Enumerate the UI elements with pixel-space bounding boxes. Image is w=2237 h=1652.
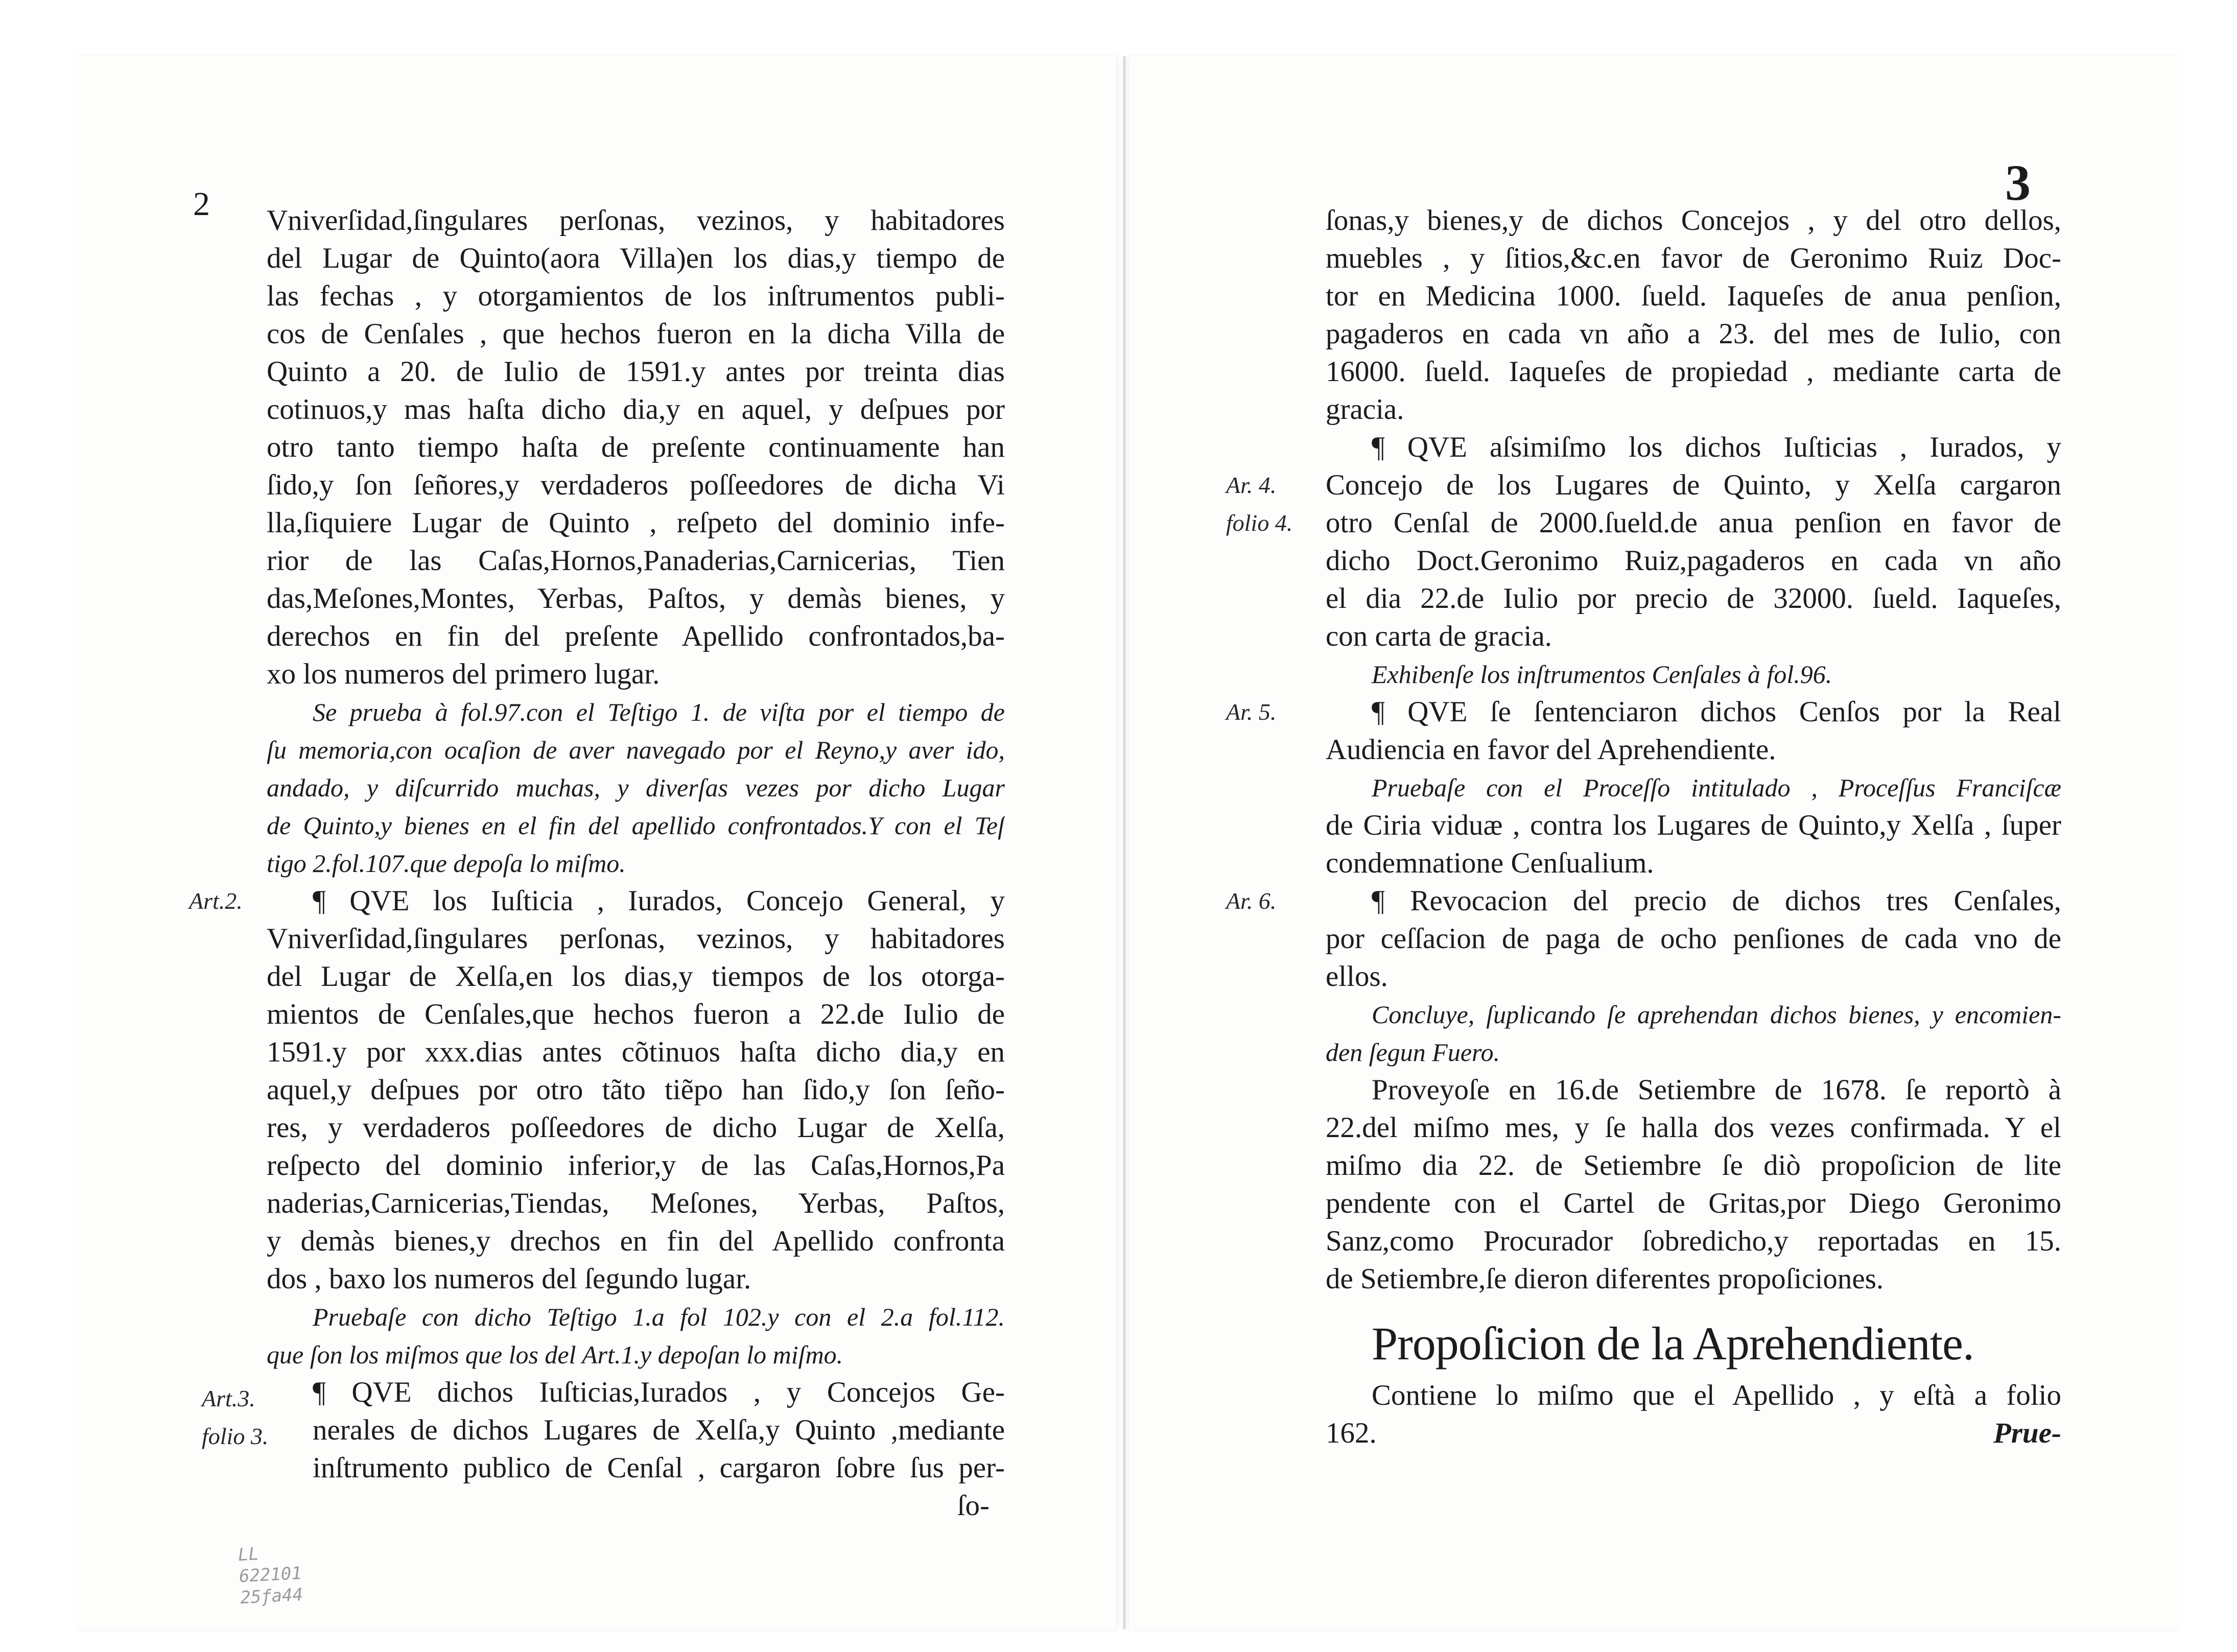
section-heading: Propoſicion de la Aprehendiente. [1372, 1317, 1974, 1370]
text-line: rior de las Caſas,Hornos,Panaderias,Carnicerias, Tien [267, 545, 1005, 577]
article-start-line: ¶ Revocacion del precio de dichos tres Cenſales, [1372, 885, 2061, 917]
text-line: Contiene lo miſmo que el Apellido , y eſtà a folio [1372, 1379, 2061, 1411]
text-line: Sanz,como Procurador ſobredicho,y reportadas en 15. [1326, 1225, 2061, 1257]
text-line: Concejo de los Lugares de Quinto, y Xelſa cargaron [1326, 469, 2061, 501]
left-page-text [267, 202, 1005, 1525]
text-line: gracia. [1326, 393, 1404, 426]
text-line: muebles , y ſitios,&c.en favor de Geronimo Ruiz Doc- [1326, 242, 2061, 274]
text-line: ſido,y ſon ſeñores,y verdaderos poſſeedores de dicha Vi [267, 469, 1005, 501]
citation-line: Se prueba à fol.97.con el Teſtigo 1. de viſta por el tiempo de [313, 698, 1005, 726]
text-line: 16000. ſueld. Iaqueſes de propiedad , mediante carta de [1326, 356, 2061, 388]
citation-line: tigo 2.fol.107.que depoſa lo miſmo. [267, 849, 626, 878]
text-line: Audiencia en favor del Aprehendiente. [1326, 734, 1776, 766]
left-page-number: 2 [193, 185, 210, 223]
margin-article-5: Ar. 5. [1226, 699, 1277, 725]
citation-line: Exhibenſe los inſtrumentos Cenſales à fol.96. [1372, 660, 1832, 689]
text-line: del Lugar de Xelſa,en los dias,y tiempos de los otorga- [267, 960, 1005, 993]
text-line: miſmo dia 22. de Setiembre ſe diò propoſicion de lite [1326, 1149, 2061, 1182]
catchword: Prue- [1993, 1417, 2061, 1449]
right-page-number: 3 [2005, 154, 2031, 211]
text-line: Proveyoſe en 16.de Setiembre de 1678. ſe reportò à [1372, 1074, 2061, 1106]
text-line: dicho Doct.Geronimo Ruiz,pagaderos en cada vn año [1326, 545, 2061, 577]
text-line: reſpecto del dominio inferior,y de las Caſas,Hornos,Pa [267, 1149, 1005, 1182]
text-line: otro Cenſal de 2000.ſueld.de anua penſion en favor de [1326, 507, 2061, 539]
text-line: das,Meſones,Montes, Yerbas, Paſtos, y demàs bienes, y [267, 582, 1005, 615]
text-line: 162. [1326, 1417, 1377, 1449]
text-line: aquel,y deſpues por otro tãto tiẽpo han ſido,y ſon ſeño- [267, 1074, 1005, 1106]
article-start-line: ¶ QVE los Iuſticia , Iurados, Concejo General, y [313, 885, 1005, 917]
catchword-line [267, 1487, 1005, 1525]
text-line: y demàs bienes,y drechos en fin del Apellido confronta [267, 1225, 1005, 1257]
margin-folio-3: folio 3. [202, 1423, 269, 1449]
text-line: derechos en fin del preſente Apellido confrontados,ba- [267, 620, 1005, 652]
margin-article-4: Ar. 4. [1226, 472, 1277, 498]
text-line: lla,ſiquiere Lugar de Quinto , reſpeto del dominio infe- [267, 507, 1005, 539]
text-line: Vniverſidad,ſingulares perſonas, vezinos, y habitadores [267, 923, 1005, 955]
margin-article-2: Art.2. [189, 888, 243, 914]
text-line: Vniverſidad,ſingulares perſonas, vezinos, y habitadores [267, 204, 1005, 237]
text-line: de Setiembre,ſe dieron diferentes propoſiciones. [1326, 1263, 1884, 1295]
text-line: con carta de gracia. [1326, 620, 1552, 652]
catchword: ſo- [957, 1490, 990, 1522]
text-line: xo los numeros del primero lugar. [267, 658, 660, 690]
text-line: otro tanto tiempo haſta de preſente continuamente han [267, 431, 1005, 463]
text-line: ellos. [1326, 960, 1388, 993]
text-line: ſonas,y bienes,y de dichos Concejos , y del otro dellos, [1326, 204, 2061, 237]
text-line: dos , baxo los numeros del ſegundo lugar. [267, 1263, 751, 1295]
text-line: res, y verdaderos poſſeedores de dicho Lugar de Xelſa, [267, 1112, 1005, 1144]
text-line: 22.del miſmo mes, y ſe halla dos vezes confirmada. Y el [1326, 1112, 2061, 1144]
handwritten-line: 622101 [239, 1563, 302, 1587]
citation-line: den ſegun Fuero. [1326, 1038, 1500, 1067]
article-start-line: ¶ QVE dichos Iuſticias,Iurados , y Concejos Ge- [313, 1376, 1005, 1408]
text-line: el dia 22.de Iulio por precio de 32000. ſueld. Iaqueſes, [1326, 582, 2061, 615]
text-line: naderias,Carnicerias,Tiendas, Meſones, Yerbas, Paſtos, [267, 1187, 1005, 1219]
text-line: Quinto a 20. de Iulio de 1591.y antes por treinta dias [267, 356, 1005, 388]
citation-line: ſu memoria,con ocaſion de aver navegado por el Reyno,y aver ido, [267, 736, 1005, 764]
text-line: del Lugar de Quinto(aora Villa)en los dias,y tiempo de [267, 242, 1005, 274]
text-line: 1591.y por xxx.dias antes cõtinuos haſta dicho dia,y en [267, 1036, 1005, 1068]
text-line: de Ciria viduæ , contra los Lugares de Quinto,y Xelſa , ſuper [1326, 809, 2061, 841]
text-line: por ceſſacion de paga de ocho penſiones de cada vno de [1326, 923, 2061, 955]
text-line: pagaderos en cada vn año a 23. del mes de Iulio, con [1326, 318, 2061, 350]
book-gutter [1123, 56, 1126, 1630]
text-line: inſtrumento publico de Cenſal , cargaron ſobre ſus per- [313, 1452, 1005, 1484]
handwritten-line: 25ƒa44 [240, 1584, 303, 1609]
text-line: cotinuos,y mas haſta dicho dia,y en aquel, y deſpues por [267, 393, 1005, 426]
margin-article-3: Art.3. [202, 1385, 255, 1411]
text-line: tor en Medicina 1000. ſueld. Iaqueſes de anua penſion, [1326, 280, 2061, 312]
text-line: las fechas , y otorgamientos de los inſtrumentos publi- [267, 280, 1005, 312]
margin-article-6: Ar. 6. [1226, 888, 1277, 914]
text-line: nerales de dichos Lugares de Xelſa,y Quinto ,mediante [313, 1414, 1005, 1446]
right-page-text [1326, 202, 2061, 1452]
text-line: mientos de Cenſales,que hechos fueron a 22.de Iulio de [267, 998, 1005, 1030]
citation-line: Concluye, ſuplicando ſe aprehendan dichos bienes, y encomien- [1372, 1000, 2061, 1029]
citation-line: de Quinto,y bienes en el fin del apellido confrontados.Y con el Teſ [267, 811, 1005, 840]
handwritten-line: LL [237, 1544, 260, 1566]
catchword-line [1326, 1414, 2061, 1452]
citation-line: que ſon los miſmos que los del Art.1.y depoſan lo miſmo. [267, 1340, 843, 1369]
article-start-line: ¶ QVE aſsimiſmo los dichos Iuſticias , Iurados, y [1372, 431, 2061, 463]
citation-line: Pruebaſe con dicho Teſtigo 1.a fol 102.y con el 2.a fol.112. [313, 1303, 1005, 1331]
article-start-line: ¶ QVE ſe ſentenciaron dichos Cenſos por la Real [1372, 696, 2061, 728]
text-line: cos de Cenſales , que hechos fueron en la dicha Villa de [267, 318, 1005, 350]
citation-line: Pruebaſe con el Proceſſo intitulado , Proceſſus Franciſcæ [1372, 773, 2061, 802]
text-line: pendente con el Cartel de Gritas,por Diego Geronimo [1326, 1187, 2061, 1219]
handwritten-shelfmark [238, 1541, 303, 1609]
text-line: condemnatione Cenſualium. [1326, 847, 1654, 879]
margin-folio-4: folio 4. [1226, 510, 1293, 536]
citation-line: andado, y diſcurrido muchas, y diverſas vezes por dicho Lugar [267, 773, 1005, 802]
